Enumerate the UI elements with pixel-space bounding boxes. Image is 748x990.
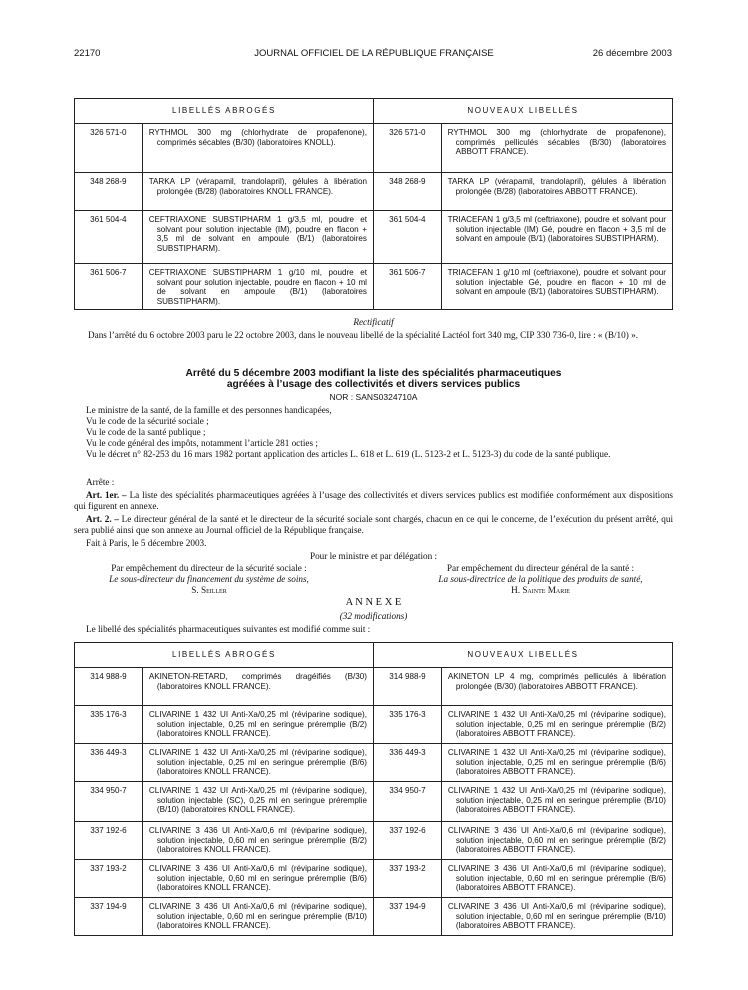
signature-left-line: Le sous-directeur du financement du système de soins, [109,574,309,584]
old-code-cell-text: 337 194-9 [90,902,127,911]
old-label-cell [142,124,373,173]
table-row [75,264,673,310]
new-code-cell-text: 314 988-9 [389,672,426,681]
col-header-new: NOUVEAUX LIBELLÉS [373,643,672,668]
old-label-cell-text: CLIVARINE 1 432 UI Anti-Xa/0,25 ml (réviparine sodique), solution injectable (SC), 0,25 ml en seringue préremplie (B/10) (laboratoires KNOLL FRANCE). [148,786,367,815]
delegation: Pour le ministre et par délégation : [309,551,438,561]
old-label-cell [142,264,373,310]
old-code-cell [75,860,143,898]
old-label-cell-text: CEFTRIAXONE SUBSTIPHARM 1 g/3,5 ml, poudre et solvant pour solution injectable (IM), poudre en flacon + 3,5 ml de solvant en ampoule (B/1) (laboratoires SUBSTIPHARM). [148,215,367,253]
old-code-cell-text: 334 950-7 [90,786,127,795]
fait-a-paris: Fait à Paris, le 5 décembre 2003. [86,538,207,548]
old-code-cell-text: 337 193-2 [90,864,127,873]
old-code-cell [75,124,143,173]
old-label-cell [142,173,373,211]
journal-title: JOURNAL OFFICIEL DE LA RÉPUBLIQUE FRANÇAISE [254,48,494,59]
old-label-cell-text: CLIVARINE 1 432 UI Anti-Xa/0,25 ml (réviparine sodique), solution injectable, 0,25 ml en seringue préremplie (B/6) (laboratoires KNOLL FRANCE). [148,748,367,777]
col-header-old: LIBELLÉS ABROGÉS [75,99,374,124]
old-code-cell [75,898,143,936]
new-code-cell [373,124,441,173]
new-code-cell [373,898,441,936]
old-code-cell [75,211,143,264]
signature-left [74,563,344,596]
new-code-cell-text: 348 268-9 [389,177,426,186]
article-2-text: Le directeur général de la santé et le directeur de la sécurité sociale sont chargés, chacun en ce qui le concerne, de l’exécution du présent arrêté, qui sera publié ainsi que son annexe au Journal officiel de la République française. [74,514,673,535]
old-code-cell-text: 361 504-4 [90,215,127,224]
new-label-cell [441,668,672,706]
article-2-label: Art. 2. – [86,514,119,524]
signature-right-line: La sous-directrice de la politique des produits de santé, [438,574,643,584]
old-label-cell [142,822,373,860]
article-1-text: La liste des spécialités pharmaceutiques agréées à l’usage des collectivités et divers services publics est modifiée conformément aux dispositions qui figurent en annexe. [74,490,673,511]
new-code-cell-text: 334 950-7 [389,786,426,795]
old-label-cell-text: CLIVARINE 1 432 UI Anti-Xa/0,25 ml (réviparine sodique), solution injectable, 0,25 ml en seringue préremplie (B/2) (laboratoires KNOLL FRANCE). [148,710,367,739]
old-code-cell-text: 336 449-3 [90,748,127,757]
rectificatif-body: Dans l’arrêté du 6 octobre 2003 paru le 22 octobre 2003, dans le nouveau libellé de la spécialité Lactéol fort 340 mg, CIP 330 736-0, lire : « (B/10) ». [88,330,638,340]
table-row [75,822,673,860]
table-row [75,173,673,211]
new-code-cell-text: 335 176-3 [389,710,426,719]
old-code-cell-text: 337 192-6 [90,826,127,835]
old-label-cell-text: RYTHMOL 300 mg (chlorhydrate de propafenone), comprimés sécables (B/30) (laboratoires KNOLL). [148,128,367,147]
old-label-cell-text: CLIVARINE 3 436 UI Anti-Xa/0,6 ml (réviparine sodique), solution injectable, 0,60 ml en seringue préremplie (B/10) (laboratoires KNOLL FRANCE). [148,902,367,931]
table-2 [74,642,673,936]
table-1 [74,98,673,310]
old-label-cell-text: CEFTRIAXONE SUBSTIPHARM 1 g/10 ml, poudre et solvant pour solution injectable, poudre en flacon + 10 ml de solvant en ampoule (B/1) (laboratoires SUBSTIPHARM). [148,268,367,306]
old-code-cell-text: 335 176-3 [90,710,127,719]
new-label-cell [441,860,672,898]
table-row [75,782,673,822]
preamble [74,405,673,460]
header-date: 26 décembre 2003 [592,48,672,59]
old-code-cell [75,264,143,310]
table-row [75,124,673,173]
old-label-cell [142,706,373,744]
new-label-cell-text: AKINETON LP 4 mg, comprimés pelliculés à libération prolongée (B/30) (laboratoires ABBOTT FRANCE). [447,672,666,691]
signature-right-line: Par empêchement du directeur général de la santé : [446,563,635,573]
old-label-cell-text: AKINETON-RETARD, comprimés dragéifiés (B/30) (laboratoires KNOLL FRANCE). [148,672,367,691]
col-header-old: LIBELLÉS ABROGÉS [75,643,374,668]
new-code-cell [373,173,441,211]
old-code-cell-text: 314 988-9 [90,672,127,681]
old-label-cell [142,744,373,782]
old-label-cell [142,211,373,264]
old-label-cell-text: CLIVARINE 3 436 UI Anti-Xa/0,6 ml (réviparine sodique), solution injectable, 0,60 ml en seringue préremplie (B/6) (laboratoires KNOLL FRANCE). [148,864,367,893]
new-code-cell [373,706,441,744]
article-1 [74,490,673,512]
new-code-cell-text: 337 193-2 [389,864,426,873]
preamble-line: Vu le décret n° 82-253 du 16 mars 1982 portant application des articles L. 618 et L. 619 (L. 5123-2 et L. 5123-3) du code de la santé publique. [86,449,611,459]
old-code-cell [75,706,143,744]
signature-left-line: Par empêchement du directeur de la sécurité sociale : [111,563,307,573]
new-code-cell-text: 336 449-3 [389,748,426,757]
old-code-cell [75,822,143,860]
new-label-cell-text: TARKA LP (vérapamil, trandolapril), gélules à libération prolongée (B/28) (laboratoires ABBOTT FRANCE). [447,177,666,196]
article-2 [74,514,673,536]
old-code-cell-text: 326 571-0 [90,128,127,137]
new-label-cell-text: CLIVARINE 1 432 UI Anti-Xa/0,25 ml (réviparine sodique), solution injectable, 0,25 ml en seringue préremplie (B/10) (laboratoires ABBOTT FRANCE). [447,786,666,815]
annexe-title: A N N E X E [345,597,402,608]
new-label-cell [441,706,672,744]
new-label-cell [441,124,672,173]
modifications-count: (32 modifications) [339,611,408,621]
new-label-cell-text: CLIVARINE 3 436 UI Anti-Xa/0,6 ml (réviparine sodique), solution injectable, 0,60 ml en seringue préremplie (B/10) (laboratoires ABBOTT FRANCE). [447,902,666,931]
new-label-cell [441,173,672,211]
old-label-cell-text: TARKA LP (vérapamil, trandolapril), gélules à libération prolongée (B/28) (laboratoires KNOLL FRANCE). [148,177,367,196]
new-label-cell [441,898,672,936]
new-code-cell-text: 361 506-7 [389,268,426,277]
table-row [75,860,673,898]
new-code-cell-text: 326 571-0 [389,128,426,137]
table-row [75,211,673,264]
old-code-cell [75,744,143,782]
new-label-cell-text: CLIVARINE 1 432 UI Anti-Xa/0,25 ml (réviparine sodique), solution injectable, 0,25 ml en seringue préremplie (B/2) (laboratoires ABBOTT FRANCE). [447,710,666,739]
new-label-cell [441,264,672,310]
new-code-cell [373,860,441,898]
arrete-title-line1: Arrêté du 5 décembre 2003 modifiant la liste des spécialités pharmaceutiques [185,368,562,379]
col-header-new: NOUVEAUX LIBELLÉS [373,99,672,124]
old-label-cell [142,668,373,706]
old-code-cell [75,782,143,822]
new-label-cell-text: CLIVARINE 3 436 UI Anti-Xa/0,6 ml (réviparine sodique), solution injectable, 0,60 ml en seringue préremplie (B/2) (laboratoires ABBOTT FRANCE). [447,826,666,855]
old-code-cell-text: 348 268-9 [90,177,127,186]
old-label-cell-text: CLIVARINE 3 436 UI Anti-Xa/0,6 ml (réviparine sodique), solution injectable, 0,60 ml en seringue préremplie (B/2) (laboratoires KNOLL FRANCE). [148,826,367,855]
preamble-line: Le ministre de la santé, de la famille et des personnes handicapées, [86,405,332,415]
new-label-cell-text: CLIVARINE 3 436 UI Anti-Xa/0,6 ml (réviparine sodique), solution injectable, 0,60 ml en seringue préremplie (B/6) (laboratoires ABBOTT FRANCE). [447,864,666,893]
new-label-cell [441,744,672,782]
signature-left-name: S. Seiller [191,585,227,595]
old-label-cell [142,860,373,898]
signature-right-name: H. Sainte Marie [511,585,570,595]
new-label-cell-text: RYTHMOL 300 mg (chlorhydrate de propafenone), comprimés pelliculés sécables (B/30) (laboratoires ABBOTT FRANCE). [447,128,666,157]
preamble-line: Vu le code de la sécurité sociale ; [86,416,209,426]
new-code-cell-text: 361 504-4 [389,215,426,224]
new-code-cell [373,211,441,264]
preamble-line: Vu le code général des impôts, notamment l’article 281 octies ; [86,438,318,448]
article-1-label: Art. 1er. – [86,490,127,500]
rectificatif-title: Rectificatif [353,317,394,327]
new-label-cell [441,782,672,822]
new-code-cell-text: 337 194-9 [389,902,426,911]
nor-reference: NOR : SANS0324710A [329,392,418,402]
new-code-cell [373,264,441,310]
arrete-title-line2: agréées à l’usage des collectivités et divers services publics [226,379,521,390]
table-row [75,744,673,782]
table-1-body [75,124,673,310]
old-code-cell [75,668,143,706]
table-row [75,668,673,706]
table-row [75,898,673,936]
new-code-cell [373,822,441,860]
annexe-intro: Le libellé des spécialités pharmaceutiques suivantes est modifié comme suit : [86,624,371,634]
new-label-cell [441,822,672,860]
new-code-cell [373,668,441,706]
new-code-cell-text: 337 192-6 [389,826,426,835]
new-code-cell [373,782,441,822]
table-2-body [75,668,673,936]
table-row [75,706,673,744]
page-number: 22170 [74,48,101,59]
new-label-cell-text: TRIACEFAN 1 g/3,5 ml (ceftriaxone), poudre et solvant pour solution injectable (IM) Gé, poudre en flacon + 3,5 ml de solvant en ampoule (B/1) (laboratoires SUBSTIPHARM). [447,215,666,244]
new-label-cell-text: CLIVARINE 1 432 UI Anti-Xa/0,25 ml (réviparine sodique), solution injectable, 0,25 ml en seringue préremplie (B/6) (laboratoires ABBOTT FRANCE). [447,748,666,777]
new-code-cell [373,744,441,782]
arrete-label: Arrête : [86,477,115,487]
old-label-cell [142,782,373,822]
preamble-line: Vu le code de la santé publique ; [86,427,206,437]
new-label-cell-text: TRIACEFAN 1 g/10 ml (ceftriaxone), poudre et solvant pour solution injectable Gé, poudre en flacon + 10 ml de solvant en ampoule (B/1) (laboratoires SUBSTIPHARM). [447,268,666,297]
new-label-cell [441,211,672,264]
old-code-cell-text: 361 506-7 [90,268,127,277]
signature-right [408,563,673,596]
old-label-cell [142,898,373,936]
old-code-cell [75,173,143,211]
